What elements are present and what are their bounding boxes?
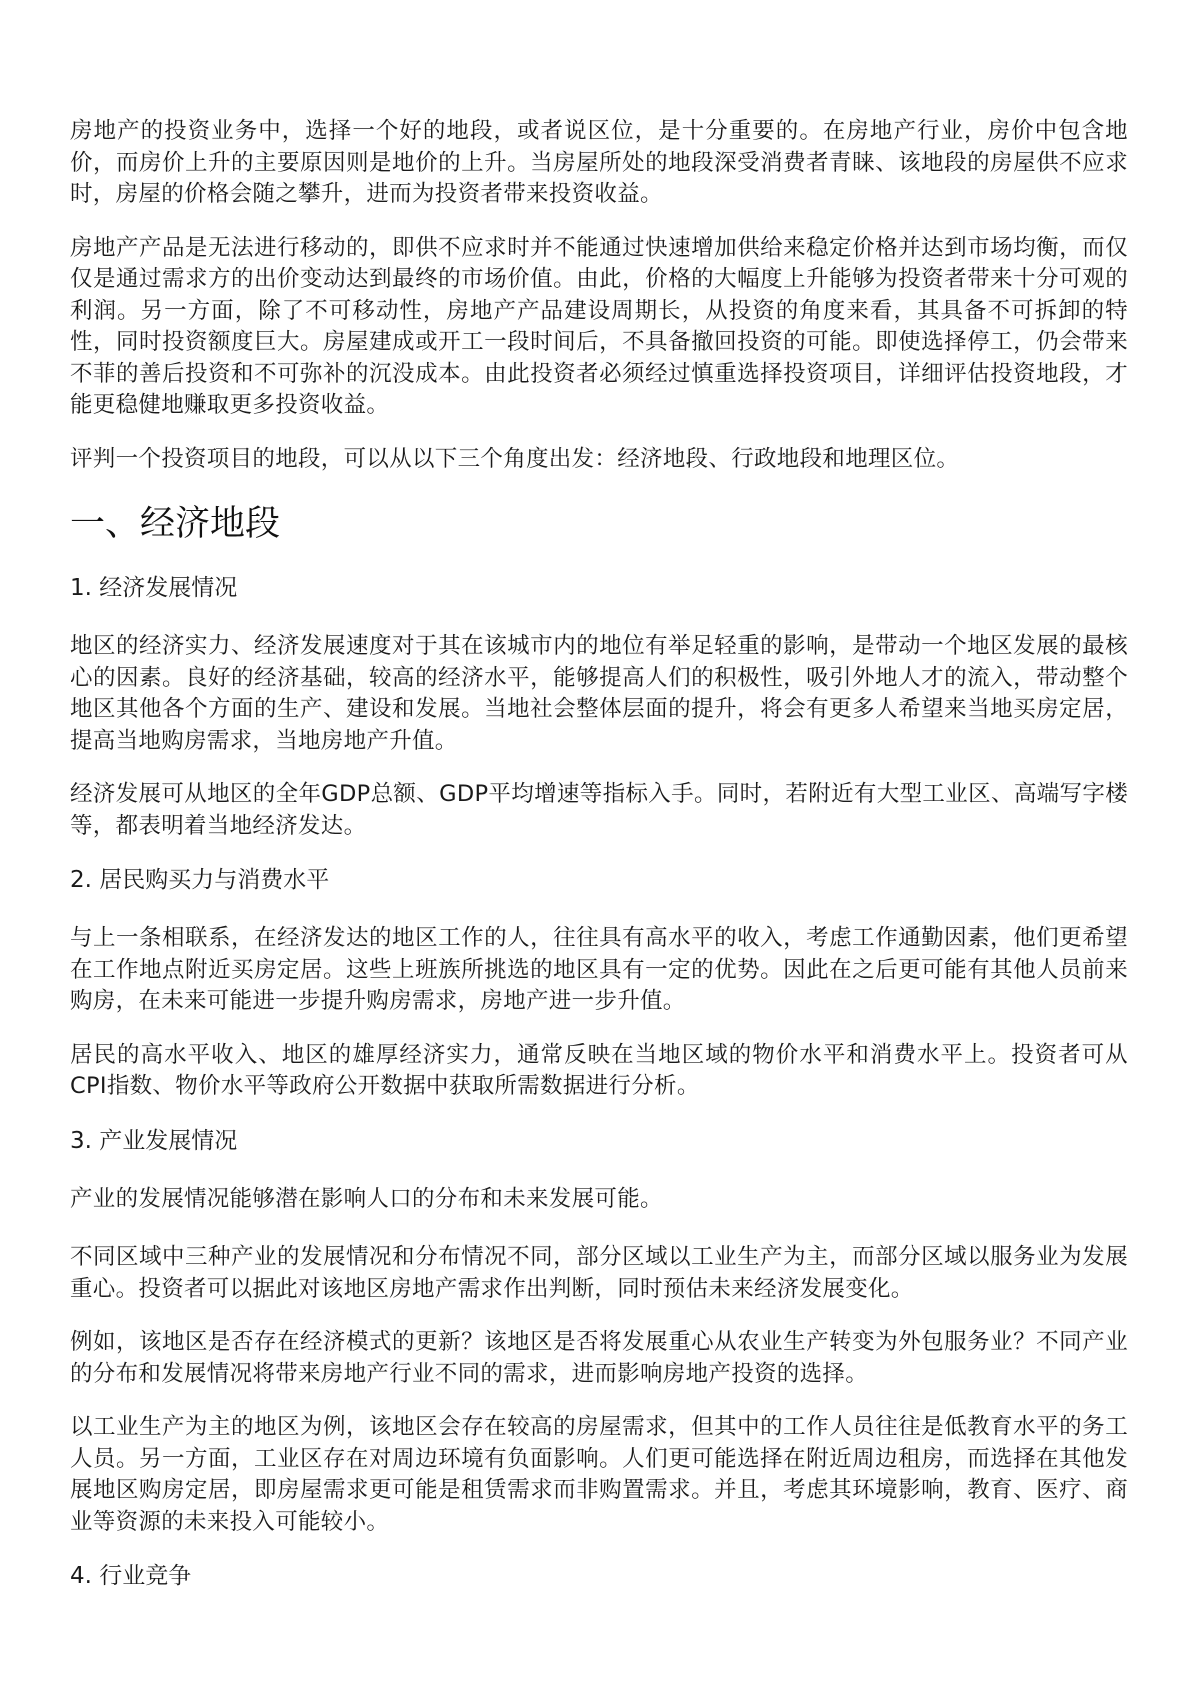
intro-paragraph-3: 评判一个投资项目的地段，可以从以下三个角度出发：经济地段、行政地段和地理区位。 xyxy=(70,445,960,472)
industry-development-paragraph-2: 不同区域中三种产业的发展情况和分布情况不同，部分区域以工业生产为主，而部分区域以服务业为发展重心。投资者可以据此对该地区房地产需求作出判断，同时预估未来经济发展变化。 xyxy=(70,1244,1128,1302)
industry-development-paragraph-4: 以工业生产为主的地区为例，该地区会存在较高的房屋需求，但其中的工作人员往往是低教育水平的务工人员。另一方面，工业区存在对周边环境有负面影响。人们更可能选择在附近周边租房，而选择在其他发展地区购房定居，即房屋需求更可能是租赁需求而非购置需求。并且，考虑其环境影响，教育、医疗、商业等资源的未来投入可能较小。 xyxy=(70,1414,1128,1535)
purchasing-power-paragraph-1: 与上一条相联系，在经济发达的地区工作的人，往往具有高水平的收入，考虑工作通勤因素，他们更希望在工作地点附近买房定居。这些上班族所挑选的地区具有一定的优势。因此在之后更可能有其他人员前来购房，在未来可能进一步提升购房需求，房地产进一步升值。 xyxy=(70,925,1128,1014)
document-content xyxy=(70,116,1128,1592)
subheading-industry-development: 3. 产业发展情况 xyxy=(70,1127,238,1154)
intro-paragraph-1: 房地产的投资业务中，选择一个好的地段，或者说区位，是十分重要的。在房地产行业，房价中包含地价，而房价上升的主要原因则是地价的上升。当房屋所处的地段深受消费者青睐、该地段的房屋供不应求时，房屋的价格会随之攀升，进而为投资者带来投资收益。 xyxy=(70,118,1128,207)
subheading-purchasing-power: 2. 居民购买力与消费水平 xyxy=(70,867,330,893)
subheading-industry-competition: 4. 行业竞争 xyxy=(70,1563,192,1589)
economic-development-paragraph-1: 地区的经济实力、经济发展速度对于其在该城市内的地位有举足轻重的影响，是带动一个地区发展的最核心的因素。良好的经济基础，较高的经济水平，能够提高人们的积极性，吸引外地人才的流入，带动整个地区其他各个方面的生产、建设和发展。当地社会整体层面的提升，将会有更多人希望来当地买房定居，提高当地购房需求，当地房地产升值。 xyxy=(70,633,1128,754)
economic-development-paragraph-2: 经济发展可从地区的全年GDP总额、GDP平均增速等指标入手。同时，若附近有大型工业区、高端写字楼等，都表明着当地经济发达。 xyxy=(70,781,1128,839)
intro-paragraph-2: 房地产产品是无法进行移动的，即供不应求时并不能通过快速增加供给来稳定价格并达到市场均衡，而仅仅是通过需求方的出价变动达到最终的市场价值。由此，价格的大幅度上升能够为投资者带来十分可观的利润。另一方面，除了不可移动性，房地产产品建设周期长，从投资的角度来看，其具备不可拆卸的特性，同时投资额度巨大。房屋建成或开工一段时间后，不具备撤回投资的可能。即使选择停工，仍会带来不菲的善后投资和不可弥补的沉没成本。由此投资者必须经过慎重选择投资项目，详细评估投资地段，才能更稳健地赚取更多投资收益。 xyxy=(70,234,1128,418)
subheading-economic-development: 1. 经济发展情况 xyxy=(70,575,238,601)
industry-development-paragraph-1: 产业的发展情况能够潜在影响人口的分布和未来发展可能。 xyxy=(70,1185,663,1212)
section-heading-economic-location: 一、经济地段 xyxy=(70,504,281,544)
purchasing-power-paragraph-2: 居民的高水平收入、地区的雄厚经济实力，通常反映在当地区域的物价水平和消费水平上。投资者可从CPI指数、物价水平等政府公开数据中获取所需数据进行分析。 xyxy=(70,1041,1128,1099)
industry-development-paragraph-3: 例如，该地区是否存在经济模式的更新？该地区是否将发展重心从农业生产转变为外包服务业？不同产业的分布和发展情况将带来房地产行业不同的需求，进而影响房地产投资的选择。 xyxy=(70,1329,1128,1387)
